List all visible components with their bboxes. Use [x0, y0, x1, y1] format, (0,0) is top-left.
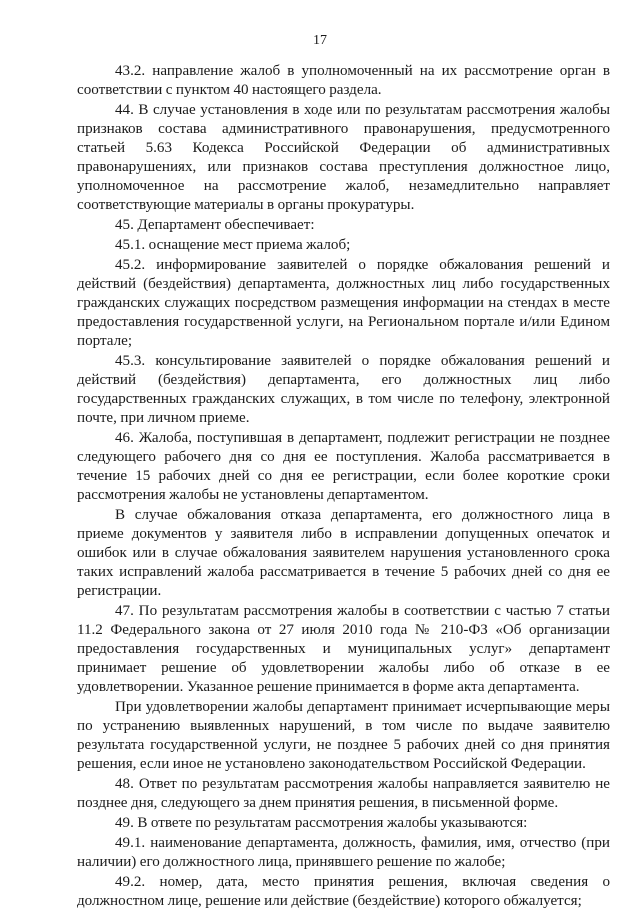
- paragraph-49-1: 49.1. наименование департамента, должность, фамилия, имя, отчество (при наличии) его должностного лица, принявшего решение по жалобе;: [77, 835, 610, 870]
- paragraph-49: 49. В ответе по результатам рассмотрения жалобы указываются:: [115, 815, 528, 831]
- paragraph-43-2: 43.2. направление жалоб в уполномоченный на их рассмотрение орган в соответствии с пунктом 40 настоящего раздела.: [77, 63, 610, 98]
- paragraph-45-2: 45.2. информирование заявителей о порядке обжалования решений и действий (бездействия) департамента, должностных лиц либо государственных гражданских служащих посредством размещения информации на стендах в месте предоставления государственной услуги, на Региональном портале и/или Едином портале;: [77, 257, 610, 349]
- paragraph-47-satisfaction: При удовлетворении жалобы департамент принимает исчерпывающие меры по устранению выявленных нарушений, в том числе по выдаче заявителю результата государственной услуги, не позднее 5 рабочих дней со дня принятия решения, если иное не установлено законодательством Российской Федерации.: [77, 699, 610, 772]
- paragraph-44: 44. В случае установления в ходе или по результатам рассмотрения жалобы признаков состава административного правонарушения, предусмотренного статьей 5.63 Кодекса Российской Федерации об административных правонарушениях, или признаков состава преступления должностное лицо, уполномоченное на рассмотрение жалоб, незамедлительно направляет соответствующие материалы в органы прокуратуры.: [77, 102, 610, 213]
- paragraph-46-appeal-refusal: В случае обжалования отказа департамента, его должностного лица в приеме документов у заявителя либо в исправлении допущенных опечаток и ошибок или в случае обжалования заявителем нарушения установленного срока таких исправлений жалоба рассматривается в течение 5 рабочих дней со дня ее регистрации.: [77, 507, 610, 599]
- paragraph-49-2: 49.2. номер, дата, место принятия решения, включая сведения о должностном лице, решение или действие (бездействие) которого обжалуется;: [77, 874, 610, 909]
- page-number: 17: [313, 33, 327, 48]
- document-body: [77, 62, 610, 912]
- paragraph-45: 45. Департамент обеспечивает:: [115, 217, 315, 233]
- paragraph-46: 46. Жалоба, поступившая в департамент, подлежит регистрации не позднее следующего рабочего дня со дня ее поступления. Жалоба рассматривается в течение 15 рабочих дней со дня ее регистрации, если более короткие сроки рассмотрения жалобы не установлены департаментом.: [77, 430, 610, 503]
- paragraph-45-1: 45.1. оснащение мест приема жалоб;: [115, 237, 351, 253]
- paragraph-47: 47. По результатам рассмотрения жалобы в соответствии с частью 7 статьи 11.2 Федерального закона от 27 июля 2010 года № 210-ФЗ «Об организации предоставления государственных и муниципальных услуг» департамент принимает решение об удовлетворении жалобы либо об отказе в ее удовлетворении. Указанное решение принимается в форме акта департамента.: [77, 603, 610, 695]
- paragraph-45-3: 45.3. консультирование заявителей о порядке обжалования решений и действий (бездействия) департамента, его должностных лиц либо государственных гражданских служащих, в том числе по телефону, электронной почте, при личном приеме.: [77, 353, 610, 426]
- paragraph-48: 48. Ответ по результатам рассмотрения жалобы направляется заявителю не позднее дня, следующего за днем принятия решения, в письменной форме.: [77, 776, 610, 811]
